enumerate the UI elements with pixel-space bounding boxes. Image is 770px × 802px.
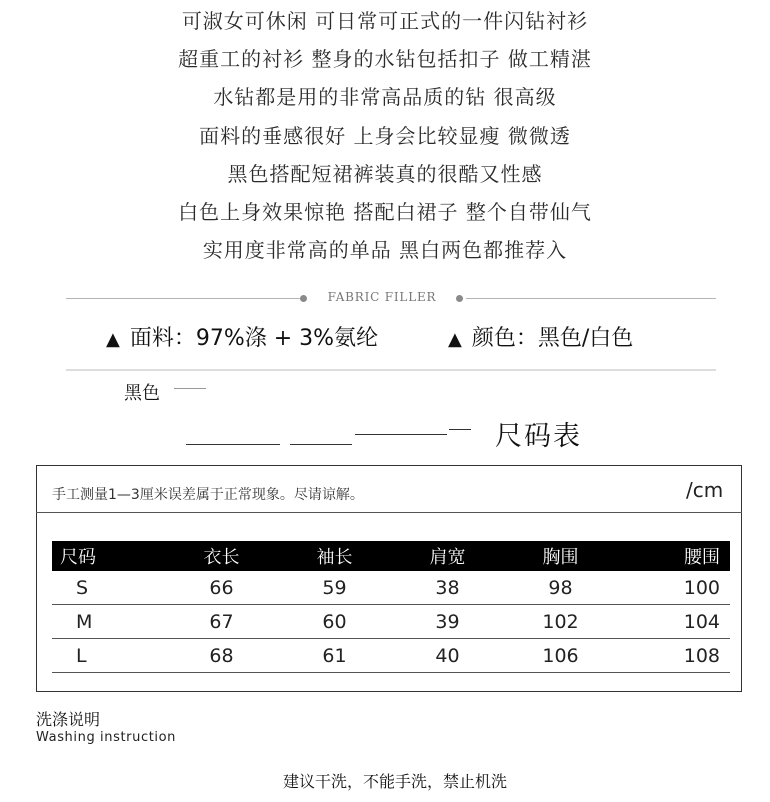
table-cell: 67 bbox=[165, 605, 278, 639]
triangle-bullet-icon: ▲ bbox=[448, 329, 462, 350]
decorative-line bbox=[290, 444, 352, 445]
spec-divider bbox=[66, 369, 716, 371]
washing-instruction-text: 建议干洗，不能手洗，禁止机洗 bbox=[282, 772, 507, 791]
description-line: 白色上身效果惊艳 搭配白裙子 整个自带仙气 bbox=[178, 200, 592, 225]
table-cell: 61 bbox=[278, 639, 391, 673]
decorative-line bbox=[449, 429, 471, 430]
description-line: 水钻都是用的非常高品质的钻 很高级 bbox=[213, 85, 557, 110]
column-header: 肩宽 bbox=[391, 541, 504, 571]
section-divider-right bbox=[466, 298, 716, 299]
table-row bbox=[52, 605, 730, 639]
column-header: 尺码 bbox=[52, 541, 165, 571]
unit-label: /cm bbox=[686, 478, 724, 502]
table-cell: 100 bbox=[617, 571, 730, 605]
black-color-label: 黑色 bbox=[124, 383, 160, 403]
label-underline bbox=[174, 388, 206, 389]
decorative-line bbox=[355, 434, 447, 435]
table-cell: S bbox=[52, 571, 165, 605]
table-cell: 66 bbox=[165, 571, 278, 605]
table-cell: 106 bbox=[504, 639, 617, 673]
washing-subtitle: Washing instruction bbox=[36, 730, 176, 745]
column-header: 衣长 bbox=[165, 541, 278, 571]
table-header-row bbox=[52, 541, 730, 571]
fabric-spec-text: 面料：97%涤 + 3%氨纶 bbox=[129, 326, 379, 351]
color-spec bbox=[448, 321, 633, 352]
table-cell: 59 bbox=[278, 571, 391, 605]
column-header: 袖长 bbox=[278, 541, 391, 571]
size-chart-title: 尺码表 bbox=[495, 421, 582, 452]
table-cell: 104 bbox=[617, 605, 730, 639]
divider-dot-icon bbox=[456, 295, 463, 302]
table-cell: 68 bbox=[165, 639, 278, 673]
divider-dot-icon bbox=[300, 295, 307, 302]
measurement-note: 手工测量1—3厘米误差属于正常现象。尽请谅解。 bbox=[52, 487, 364, 503]
table-cell: 40 bbox=[391, 639, 504, 673]
triangle-bullet-icon: ▲ bbox=[106, 329, 120, 350]
table-cell: 108 bbox=[617, 639, 730, 673]
color-spec-text: 颜色：黑色/白色 bbox=[471, 326, 634, 351]
table-cell: 60 bbox=[278, 605, 391, 639]
product-description bbox=[0, 2, 770, 269]
table-cell: L bbox=[52, 639, 165, 673]
table-row bbox=[52, 639, 730, 673]
table-cell: 98 bbox=[504, 571, 617, 605]
washing-title: 洗涤说明 bbox=[36, 710, 101, 729]
table-row bbox=[52, 571, 730, 605]
size-table bbox=[52, 541, 730, 673]
table-cell: 38 bbox=[391, 571, 504, 605]
description-line: 面料的垂感很好 上身会比较显瘦 微微透 bbox=[199, 123, 571, 148]
column-header: 腰围 bbox=[617, 541, 730, 571]
table-cell: 102 bbox=[504, 605, 617, 639]
section-divider-left bbox=[66, 298, 300, 299]
description-line: 黑色搭配短裙裤装真的很酷又性感 bbox=[227, 161, 543, 186]
fabric-spec bbox=[106, 321, 378, 352]
description-line: 超重工的衬衫 整身的水钻包括扣子 做工精湛 bbox=[178, 47, 592, 72]
size-chart-divider bbox=[36, 512, 742, 513]
description-line: 可淑女可休闲 可日常可正式的一件闪钻衬衫 bbox=[181, 9, 589, 33]
column-header: 胸围 bbox=[504, 541, 617, 571]
table-cell: 39 bbox=[391, 605, 504, 639]
divider-label: FABRIC FILLER bbox=[327, 290, 437, 304]
description-line: 实用度非常高的单品 黑白两色都推荐入 bbox=[202, 238, 568, 263]
table-cell: M bbox=[52, 605, 165, 639]
decorative-line bbox=[186, 444, 280, 445]
